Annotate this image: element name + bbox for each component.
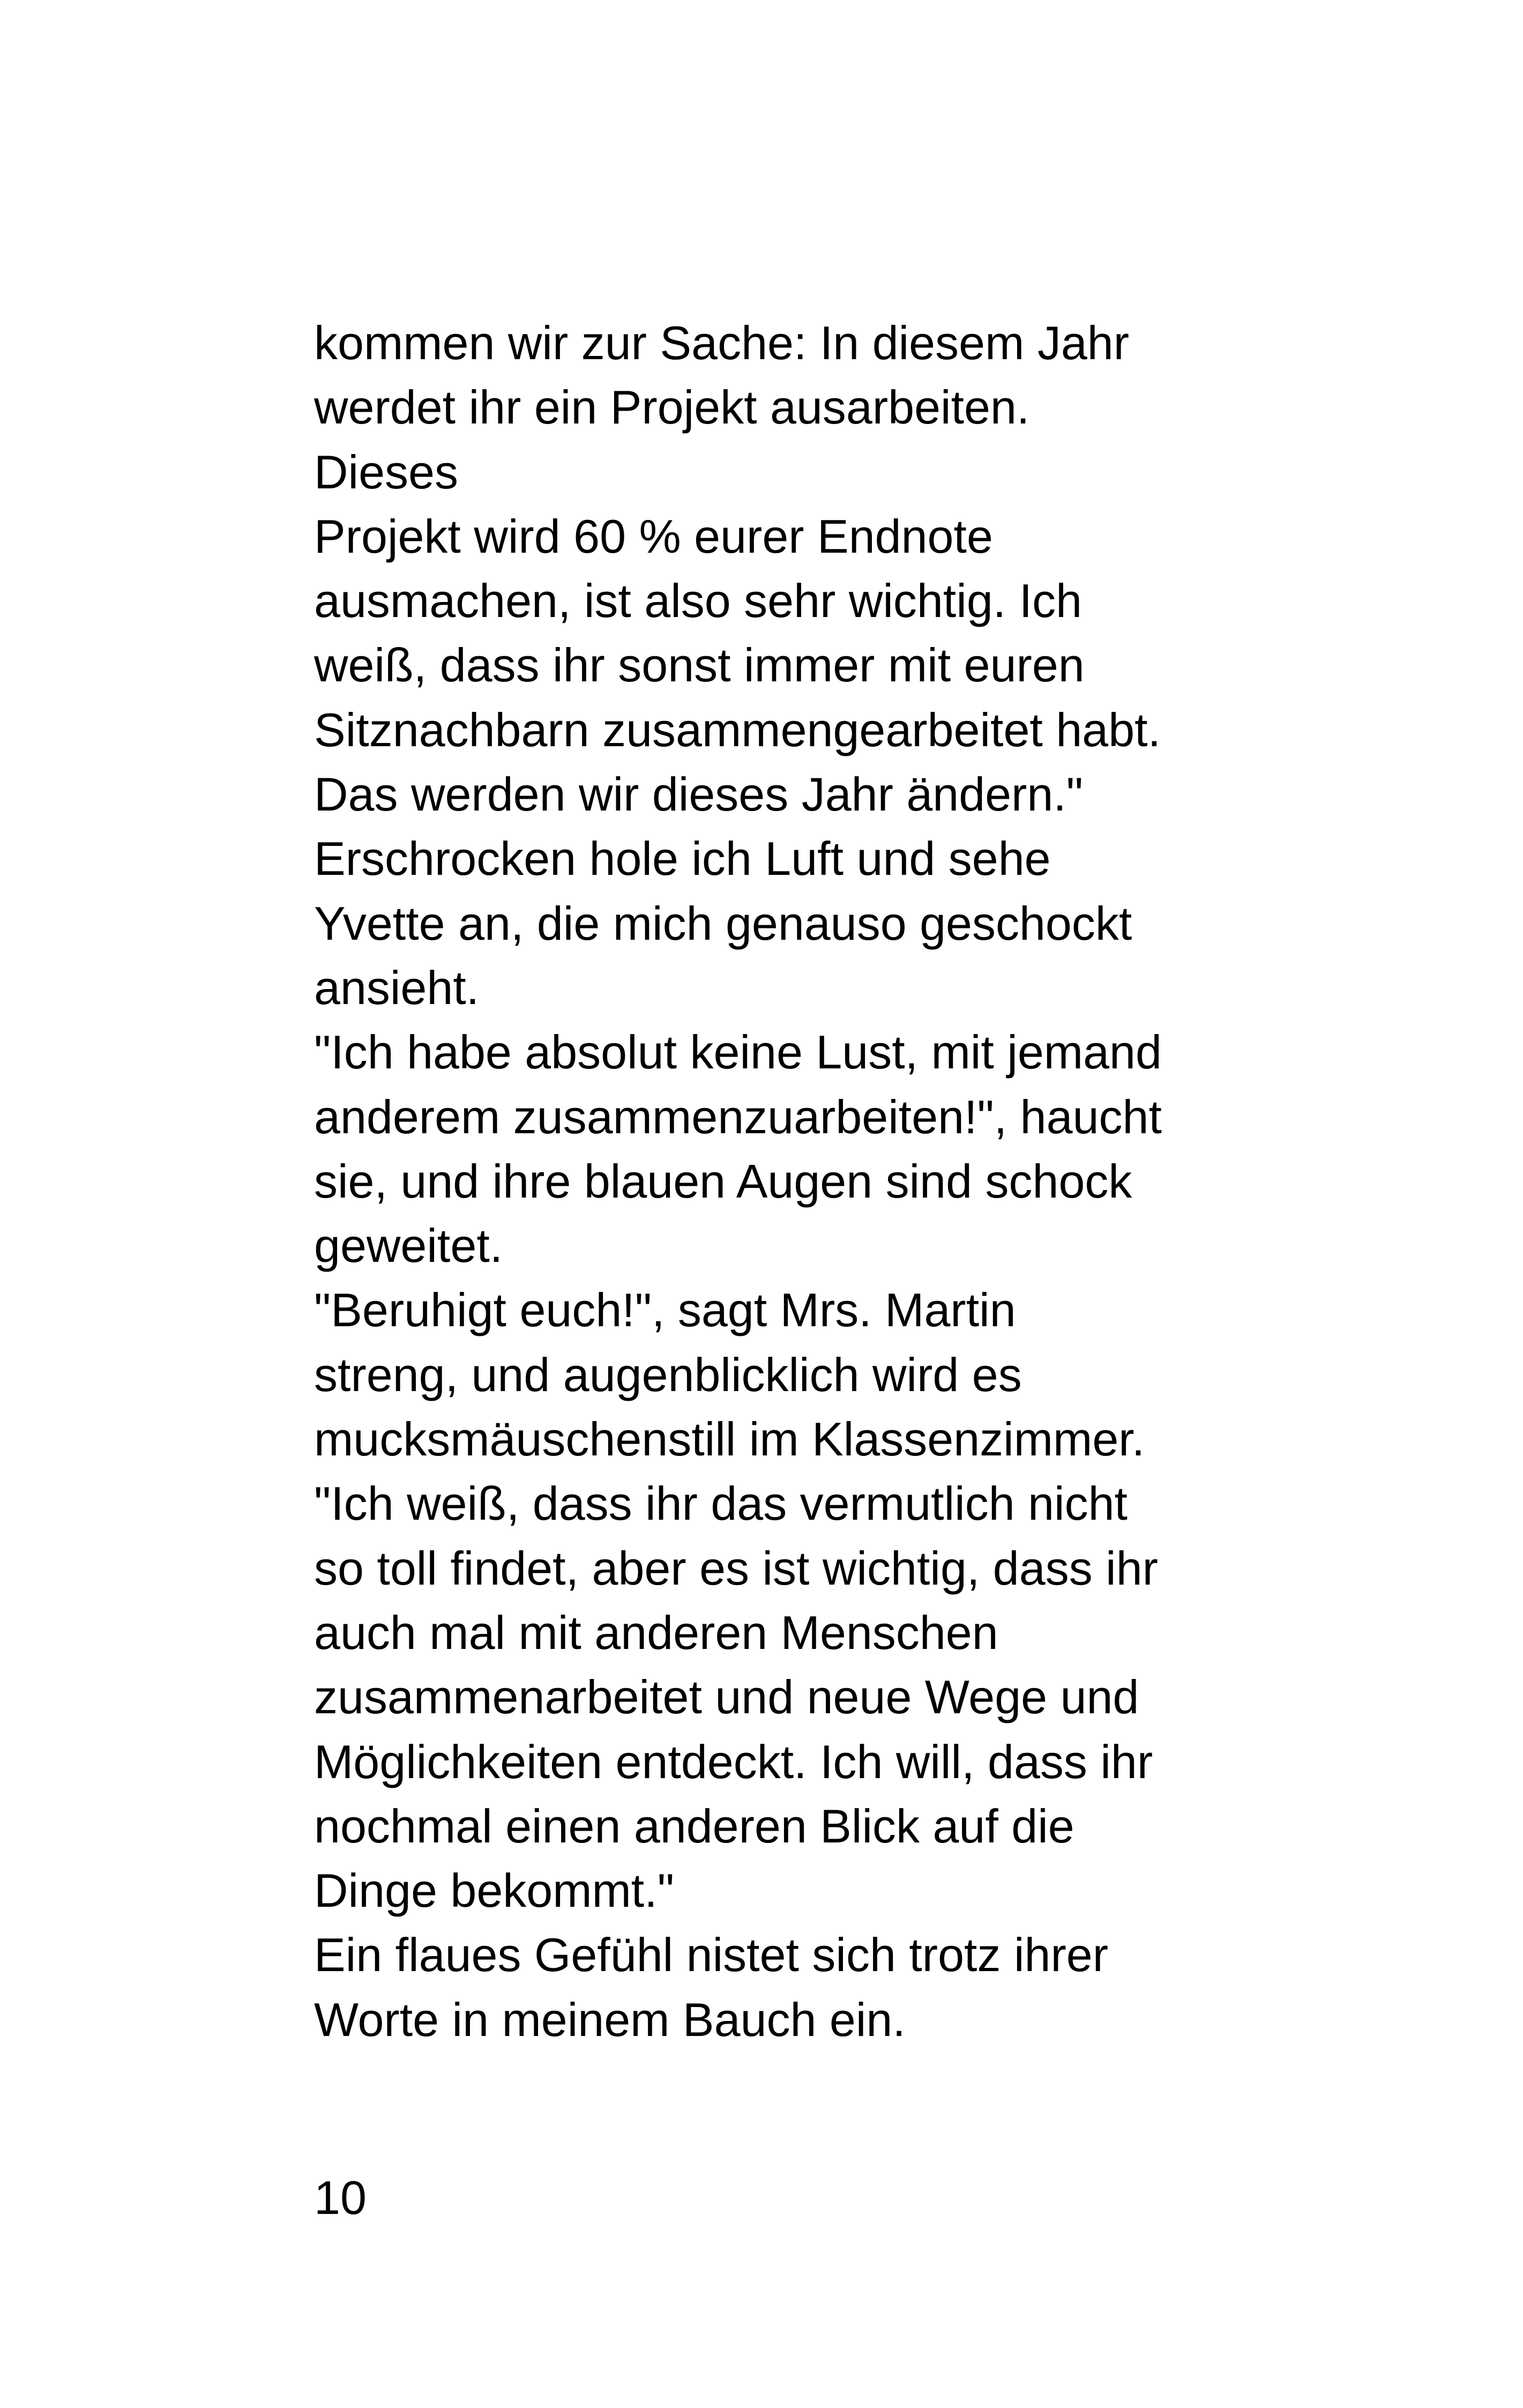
text-line: werdet ihr ein Projekt ausarbeiten. <box>314 381 1030 434</box>
text-line: Dieses <box>314 445 458 499</box>
text-line: kommen wir zur Sache: In diesem Jahr <box>314 316 1130 369</box>
text-line: so toll findet, aber es ist wichtig, dass ihr <box>314 1541 1158 1595</box>
page-number: 10 <box>314 2171 367 2224</box>
text-line: mucksmäuschenstill im Klassenzimmer. <box>314 1413 1145 1466</box>
text-line: "Beruhigt euch!", sagt Mrs. Martin <box>314 1283 1016 1337</box>
text-line: anderem zusammenzuarbeiten!", haucht <box>314 1090 1162 1143</box>
text-line: Möglichkeiten entdeckt. Ich will, dass ihr <box>314 1735 1153 1788</box>
text-line: Das werden wir dieses Jahr ändern." <box>314 768 1084 821</box>
text-line: ansieht. <box>314 961 480 1014</box>
text-line: Worte in meinem Bauch ein. <box>314 1993 906 2046</box>
text-line: Ein flaues Gefühl nistet sich trotz ihrer <box>314 1928 1108 1982</box>
text-line: Erschrocken hole ich Luft und sehe <box>314 832 1051 886</box>
text-line: auch mal mit anderen Menschen <box>314 1606 998 1659</box>
text-line: nochmal einen anderen Blick auf die <box>314 1799 1074 1853</box>
text-line: streng, und augenblicklich wird es <box>314 1348 1022 1401</box>
text-line: sie, und ihre blauen Augen sind schock <box>314 1154 1132 1208</box>
text-line: ausmachen, ist also sehr wichtig. Ich <box>314 574 1082 628</box>
text-line: Sitznachbarn zusammengearbeitet habt. <box>314 703 1161 756</box>
text-line: zusammenarbeitet und neue Wege und <box>314 1670 1139 1724</box>
text-line: geweitet. <box>314 1219 503 1273</box>
text-line: "Ich weiß, dass ihr das vermutlich nicht <box>314 1477 1128 1530</box>
text-line: "Ich habe absolut keine Lust, mit jemand <box>314 1025 1162 1079</box>
text-line: Yvette an, die mich genauso geschockt <box>314 896 1132 950</box>
body-text <box>314 311 1257 2052</box>
text-line: Projekt wird 60 % eurer Endnote <box>314 509 993 563</box>
text-line: weiß, dass ihr sonst immer mit euren <box>314 638 1085 692</box>
text-line: Dinge bekommt." <box>314 1864 674 1918</box>
